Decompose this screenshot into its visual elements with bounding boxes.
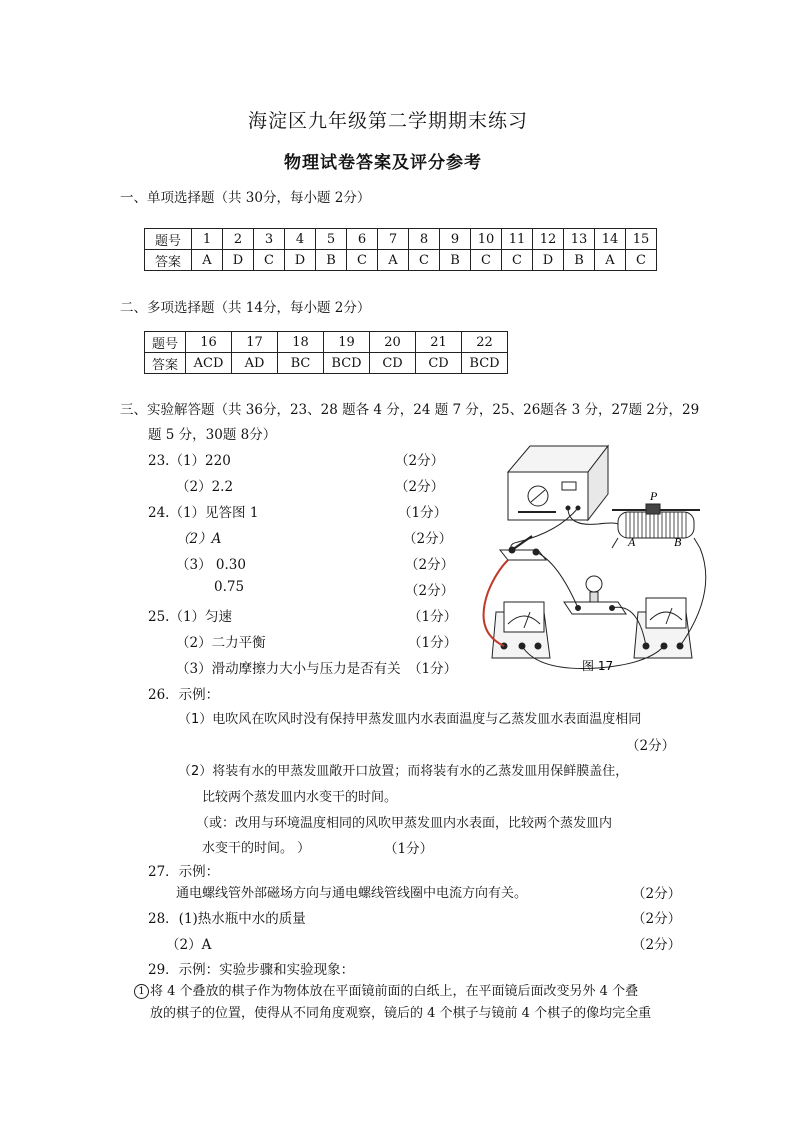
table-cell: A bbox=[595, 250, 626, 271]
q23-score-2: （2分） bbox=[395, 479, 445, 495]
table-cell: 17 bbox=[232, 332, 278, 353]
q26-line-5: 水变干的时间。 ） bbox=[202, 841, 311, 856]
q26-line-2: （2）将装有水的甲蒸发皿敞开口放置；而将装有水的乙蒸发皿用保鲜膜盖住， bbox=[178, 764, 629, 779]
rheostat-slider-p bbox=[646, 504, 660, 514]
circuit-diagram-figure bbox=[478, 432, 718, 680]
q23-answer-1: 23.（1）220 bbox=[148, 453, 231, 469]
q25-answer-3: （3）滑动摩擦力大小与压力是否有关 bbox=[176, 661, 401, 677]
table-cell: 6 bbox=[347, 229, 378, 250]
table-cell: 3 bbox=[254, 229, 285, 250]
figure-caption: 图 17 bbox=[582, 659, 614, 673]
label-b: B bbox=[674, 535, 682, 549]
q26-score-2: （1分） bbox=[384, 841, 434, 857]
table-cell: CD bbox=[370, 353, 416, 374]
q24-score-3: （2分） bbox=[405, 557, 455, 573]
table-row bbox=[145, 229, 657, 250]
table-cell: 10 bbox=[471, 229, 502, 250]
table-cell: 12 bbox=[533, 229, 564, 250]
table-cell: 15 bbox=[626, 229, 657, 250]
table-cell: ACD bbox=[186, 353, 232, 374]
section2-heading: 二、多项选择题（共 14分，每小题 2分） bbox=[120, 300, 371, 316]
q27-line-1: 通电螺线管外部磁场方向与通电螺线管线圈中电流方向有关。 bbox=[176, 886, 528, 901]
q24-score-2: （2分） bbox=[403, 531, 453, 547]
q29-label: 29．示例：实验步骤和实验现象： bbox=[148, 962, 355, 978]
table-cell: B bbox=[316, 250, 347, 271]
bulb-icon bbox=[586, 576, 602, 592]
table-cell: 21 bbox=[416, 332, 462, 353]
table-cell: 18 bbox=[278, 332, 324, 353]
table-cell: CD bbox=[416, 353, 462, 374]
table-cell: C bbox=[347, 250, 378, 271]
bulb-base bbox=[564, 602, 626, 614]
table-cell: C bbox=[254, 250, 285, 271]
label-a: A bbox=[628, 535, 636, 549]
section1-heading: 一、单项选择题（共 30分，每小题 2分） bbox=[120, 190, 371, 206]
table-cell: 16 bbox=[186, 332, 232, 353]
table-cell: B bbox=[440, 250, 471, 271]
table-cell: BCD bbox=[462, 353, 508, 374]
q28-answer-1: 28．(1)热水瓶中水的质量 bbox=[148, 911, 306, 927]
table-cell: 5 bbox=[316, 229, 347, 250]
table-cell: 2 bbox=[223, 229, 254, 250]
table-cell: 1 bbox=[192, 229, 223, 250]
table-row bbox=[145, 332, 508, 353]
table-row bbox=[145, 250, 657, 271]
q24-answer-3: （3） 0.30 bbox=[176, 557, 246, 573]
q26-line-1: （1）电吹风在吹风时没有保持甲蒸发皿内水表面温度与乙蒸发皿水表面温度相同 bbox=[178, 712, 642, 727]
q25-score-2: （1分） bbox=[408, 635, 458, 651]
table-cell: D bbox=[533, 250, 564, 271]
q26-label: 26．示例： bbox=[148, 687, 220, 703]
document-subtitle: 物理试卷答案及评分参考 bbox=[284, 153, 482, 173]
q29-line-1 bbox=[134, 980, 638, 999]
table-cell: 4 bbox=[285, 229, 316, 250]
q24-score-4: （2分） bbox=[405, 583, 455, 599]
table-cell: B bbox=[564, 250, 595, 271]
q28-score-2: （2分） bbox=[632, 937, 682, 953]
table-cell: 13 bbox=[564, 229, 595, 250]
q23-answer-2: （2）2.2 bbox=[176, 479, 234, 495]
table-cell: C bbox=[502, 250, 533, 271]
q27-score: （2分） bbox=[632, 886, 682, 902]
table-cell: 8 bbox=[409, 229, 440, 250]
table-cell: 7 bbox=[378, 229, 409, 250]
q25-score-1: （1分） bbox=[408, 609, 458, 625]
row-header: 题号 bbox=[145, 332, 186, 353]
table-cell: 9 bbox=[440, 229, 471, 250]
q25-score-3: （1分） bbox=[408, 661, 458, 677]
section3-heading-line2: 题 5 分，30题 8分） bbox=[148, 427, 277, 443]
q26-line-4: （或：改用与环境温度相同的风吹甲蒸发皿内水表面，比较两个蒸发皿内 bbox=[196, 816, 613, 831]
q28-answer-2: （2）A bbox=[166, 937, 212, 953]
table-cell: C bbox=[626, 250, 657, 271]
table-cell: A bbox=[192, 250, 223, 271]
q26-score-1: （2分） bbox=[626, 738, 676, 754]
q24-answer-2: （2）A bbox=[176, 531, 222, 547]
q27-label: 27．示例： bbox=[148, 864, 220, 880]
table-cell: BC bbox=[278, 353, 324, 374]
q24-answer-1: 24.（1）见答图 1 bbox=[148, 505, 259, 521]
multi-choice-answer-table bbox=[144, 331, 508, 374]
q28-score-1: （2分） bbox=[632, 911, 682, 927]
single-choice-answer-table bbox=[144, 228, 657, 271]
table-cell: AD bbox=[232, 353, 278, 374]
table-cell: 14 bbox=[595, 229, 626, 250]
table-cell: D bbox=[223, 250, 254, 271]
table-cell: 11 bbox=[502, 229, 533, 250]
section3-heading-line1: 三、实验解答题（共 36分，23、28 题各 4 分，24 题 7 分，25、26题各 3 分，27题 2分，29 bbox=[120, 402, 700, 418]
table-cell: C bbox=[409, 250, 440, 271]
table-cell: C bbox=[471, 250, 502, 271]
step-number-badge: 1 bbox=[134, 984, 149, 999]
row-header: 答案 bbox=[145, 353, 186, 374]
q24-answer-4: 0.75 bbox=[214, 579, 245, 595]
table-cell: D bbox=[285, 250, 316, 271]
q26-line-3: 比较两个蒸发皿内水变干的时间。 bbox=[202, 790, 398, 805]
q24-score-1: （1分） bbox=[398, 505, 448, 521]
row-header: 题号 bbox=[145, 229, 192, 250]
table-cell: 19 bbox=[324, 332, 370, 353]
q29-line-1-text: 将 4 个叠放的棋子作为物体放在平面镜前面的白纸上，在平面镜后面改变另外 4 个叠 bbox=[150, 984, 639, 999]
table-cell: 20 bbox=[370, 332, 416, 353]
q29-line-2: 放的棋子的位置，使得从不同角度观察，镜后的 4 个棋子与镜前 4 个棋子的像均完全重 bbox=[150, 1006, 652, 1021]
q23-score-1: （2分） bbox=[395, 453, 445, 469]
document-title: 海淀区九年级第二学期期末练习 bbox=[248, 110, 529, 132]
q25-answer-2: （2）二力平衡 bbox=[176, 635, 266, 651]
label-p: P bbox=[650, 489, 658, 503]
q25-answer-1: 25.（1）匀速 bbox=[148, 609, 233, 625]
table-row bbox=[145, 353, 508, 374]
table-cell: BCD bbox=[324, 353, 370, 374]
table-cell: A bbox=[378, 250, 409, 271]
table-cell: 22 bbox=[462, 332, 508, 353]
row-header: 答案 bbox=[145, 250, 192, 271]
